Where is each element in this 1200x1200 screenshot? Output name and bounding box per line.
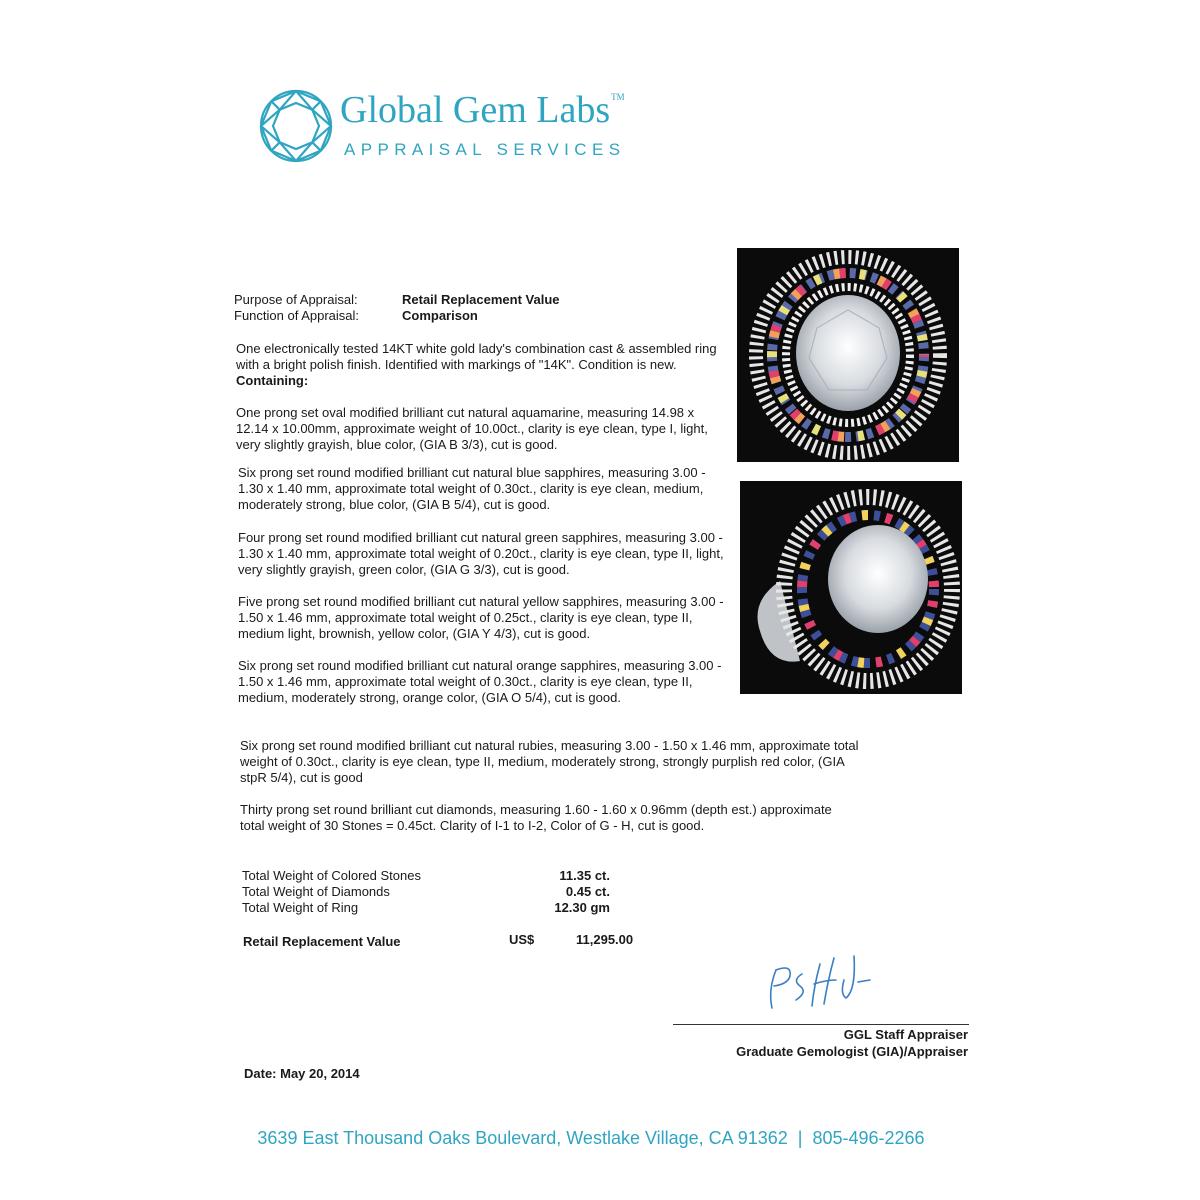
total-ring-label: Total Weight of Ring (242, 900, 359, 915)
total-colored-label: Total Weight of Colored Stones (242, 868, 421, 883)
total-diamonds-row (242, 884, 662, 900)
company-logo (258, 88, 678, 172)
stone-green-sapphires: Four prong set round modified brilliant cut natural green sapphires, measuring 3.00 - 1.30 x 1.40 mm, approximate total weight of 0.20ct., clarity is eye clean, type II, light, very slightly grayish, green color, (GIA G 3/3), cut is good. (238, 530, 724, 577)
retail-value-currency: US$ (509, 932, 535, 947)
total-ring-value: 12.30 gm (554, 900, 610, 915)
purpose-value: Retail Replacement Value (402, 292, 560, 307)
purpose-label: Purpose of Appraisal: (234, 292, 358, 307)
retail-value-label: Retail Replacement Value (243, 934, 401, 949)
retail-value-amount: 11,295.00 (576, 932, 634, 947)
signature-image (762, 950, 882, 1014)
brand-name: Global Gem Labs™ (340, 89, 625, 131)
stone-orange-sapphires: Six prong set round modified brilliant cut natural orange sapphires, measuring 3.00 - 1.50 x 1.46 mm, approximate total weight of 0.30ct., clarity is eye clean, type II, medium, moderately strong, orange color, (GIA O 5/4), cut is good. (238, 658, 722, 705)
totals-section (242, 868, 662, 916)
purpose-row (234, 292, 560, 308)
total-colored-row (242, 868, 662, 884)
signer-title: GGL Staff Appraiser (843, 1027, 968, 1042)
ring-top-view-image (737, 248, 959, 462)
footer-contact (0, 1128, 1200, 1149)
signature-line (673, 1024, 969, 1025)
stone-rubies: Six prong set round modified brilliant cut natural rubies, measuring 3.00 - 1.50 x 1.46 mm, approximate total weight of 0.30ct., clarity is eye clean, type II, medium, moderately strong, strongly purplish red color, (GIA stpR 5/4), cut is good (240, 738, 859, 785)
total-diamonds-label: Total Weight of Diamonds (242, 884, 390, 899)
stone-blue-sapphires: Six prong set round modified brilliant cut natural blue sapphires, measuring 3.00 - 1.30 x 1.40 mm, approximate total weight of 0.30ct., clarity is eye clean, medium, moderately strong, blue color, (GIA B 5/4), cut is good. (238, 465, 706, 512)
signer-credentials: Graduate Gemologist (GIA)/Appraiser (736, 1044, 968, 1059)
total-ring-row (242, 900, 662, 916)
function-value: Comparison (402, 308, 478, 323)
footer-separator: | (797, 1128, 803, 1148)
stone-diamonds: Thirty prong set round brilliant cut diamonds, measuring 1.60 - 1.60 x 0.96mm (depth est.) approximate total weight of 30 Stones = 0.45ct. Clarity of I-1 to I-2, Color of G - H, cut is good. (240, 802, 832, 833)
appraisal-date: Date: May 20, 2014 (244, 1066, 360, 1081)
containing-label: Containing: (236, 373, 309, 388)
trademark-mark: TM (611, 92, 625, 102)
total-colored-value: 11.35 ct. (559, 868, 610, 883)
function-row (234, 308, 478, 324)
item-description: One electronically tested 14KT white gold lady's combination cast & assembled ring with a bright polish finish. Identified with markings of "14K". Condition is new. Containing: (236, 341, 717, 388)
total-diamonds-value: 0.45 ct. (565, 884, 610, 899)
footer-address: 3639 East Thousand Oaks Boulevard, Westlake Village, CA 91362 (257, 1128, 788, 1148)
ring-photo-top (737, 248, 959, 462)
footer-phone: 805-496-2266 (812, 1128, 925, 1148)
ring-side-view-image (740, 481, 962, 694)
function-label: Function of Appraisal: (234, 308, 360, 323)
brand-tagline: APPRAISAL SERVICES (344, 140, 626, 159)
stone-aquamarine: One prong set oval modified brilliant cut natural aquamarine, measuring 14.98 x 12.14 x 10.00mm, approximate weight of 10.00ct., clarity is eye clean, type I, light, very slightly grayish, blue color, (GIA B 3/3), cut is good. (236, 405, 708, 452)
stone-yellow-sapphires: Five prong set round modified brilliant cut natural yellow sapphires, measuring 3.00 - 1.50 x 1.46 mm, approximate total weight of 0.25ct., clarity is eye clean, type II, medium light, brownish, yellow color, (GIA Y 4/3), cut is good. (238, 594, 724, 641)
diamond-logo-icon (258, 88, 334, 164)
ring-photo-side (740, 481, 962, 694)
